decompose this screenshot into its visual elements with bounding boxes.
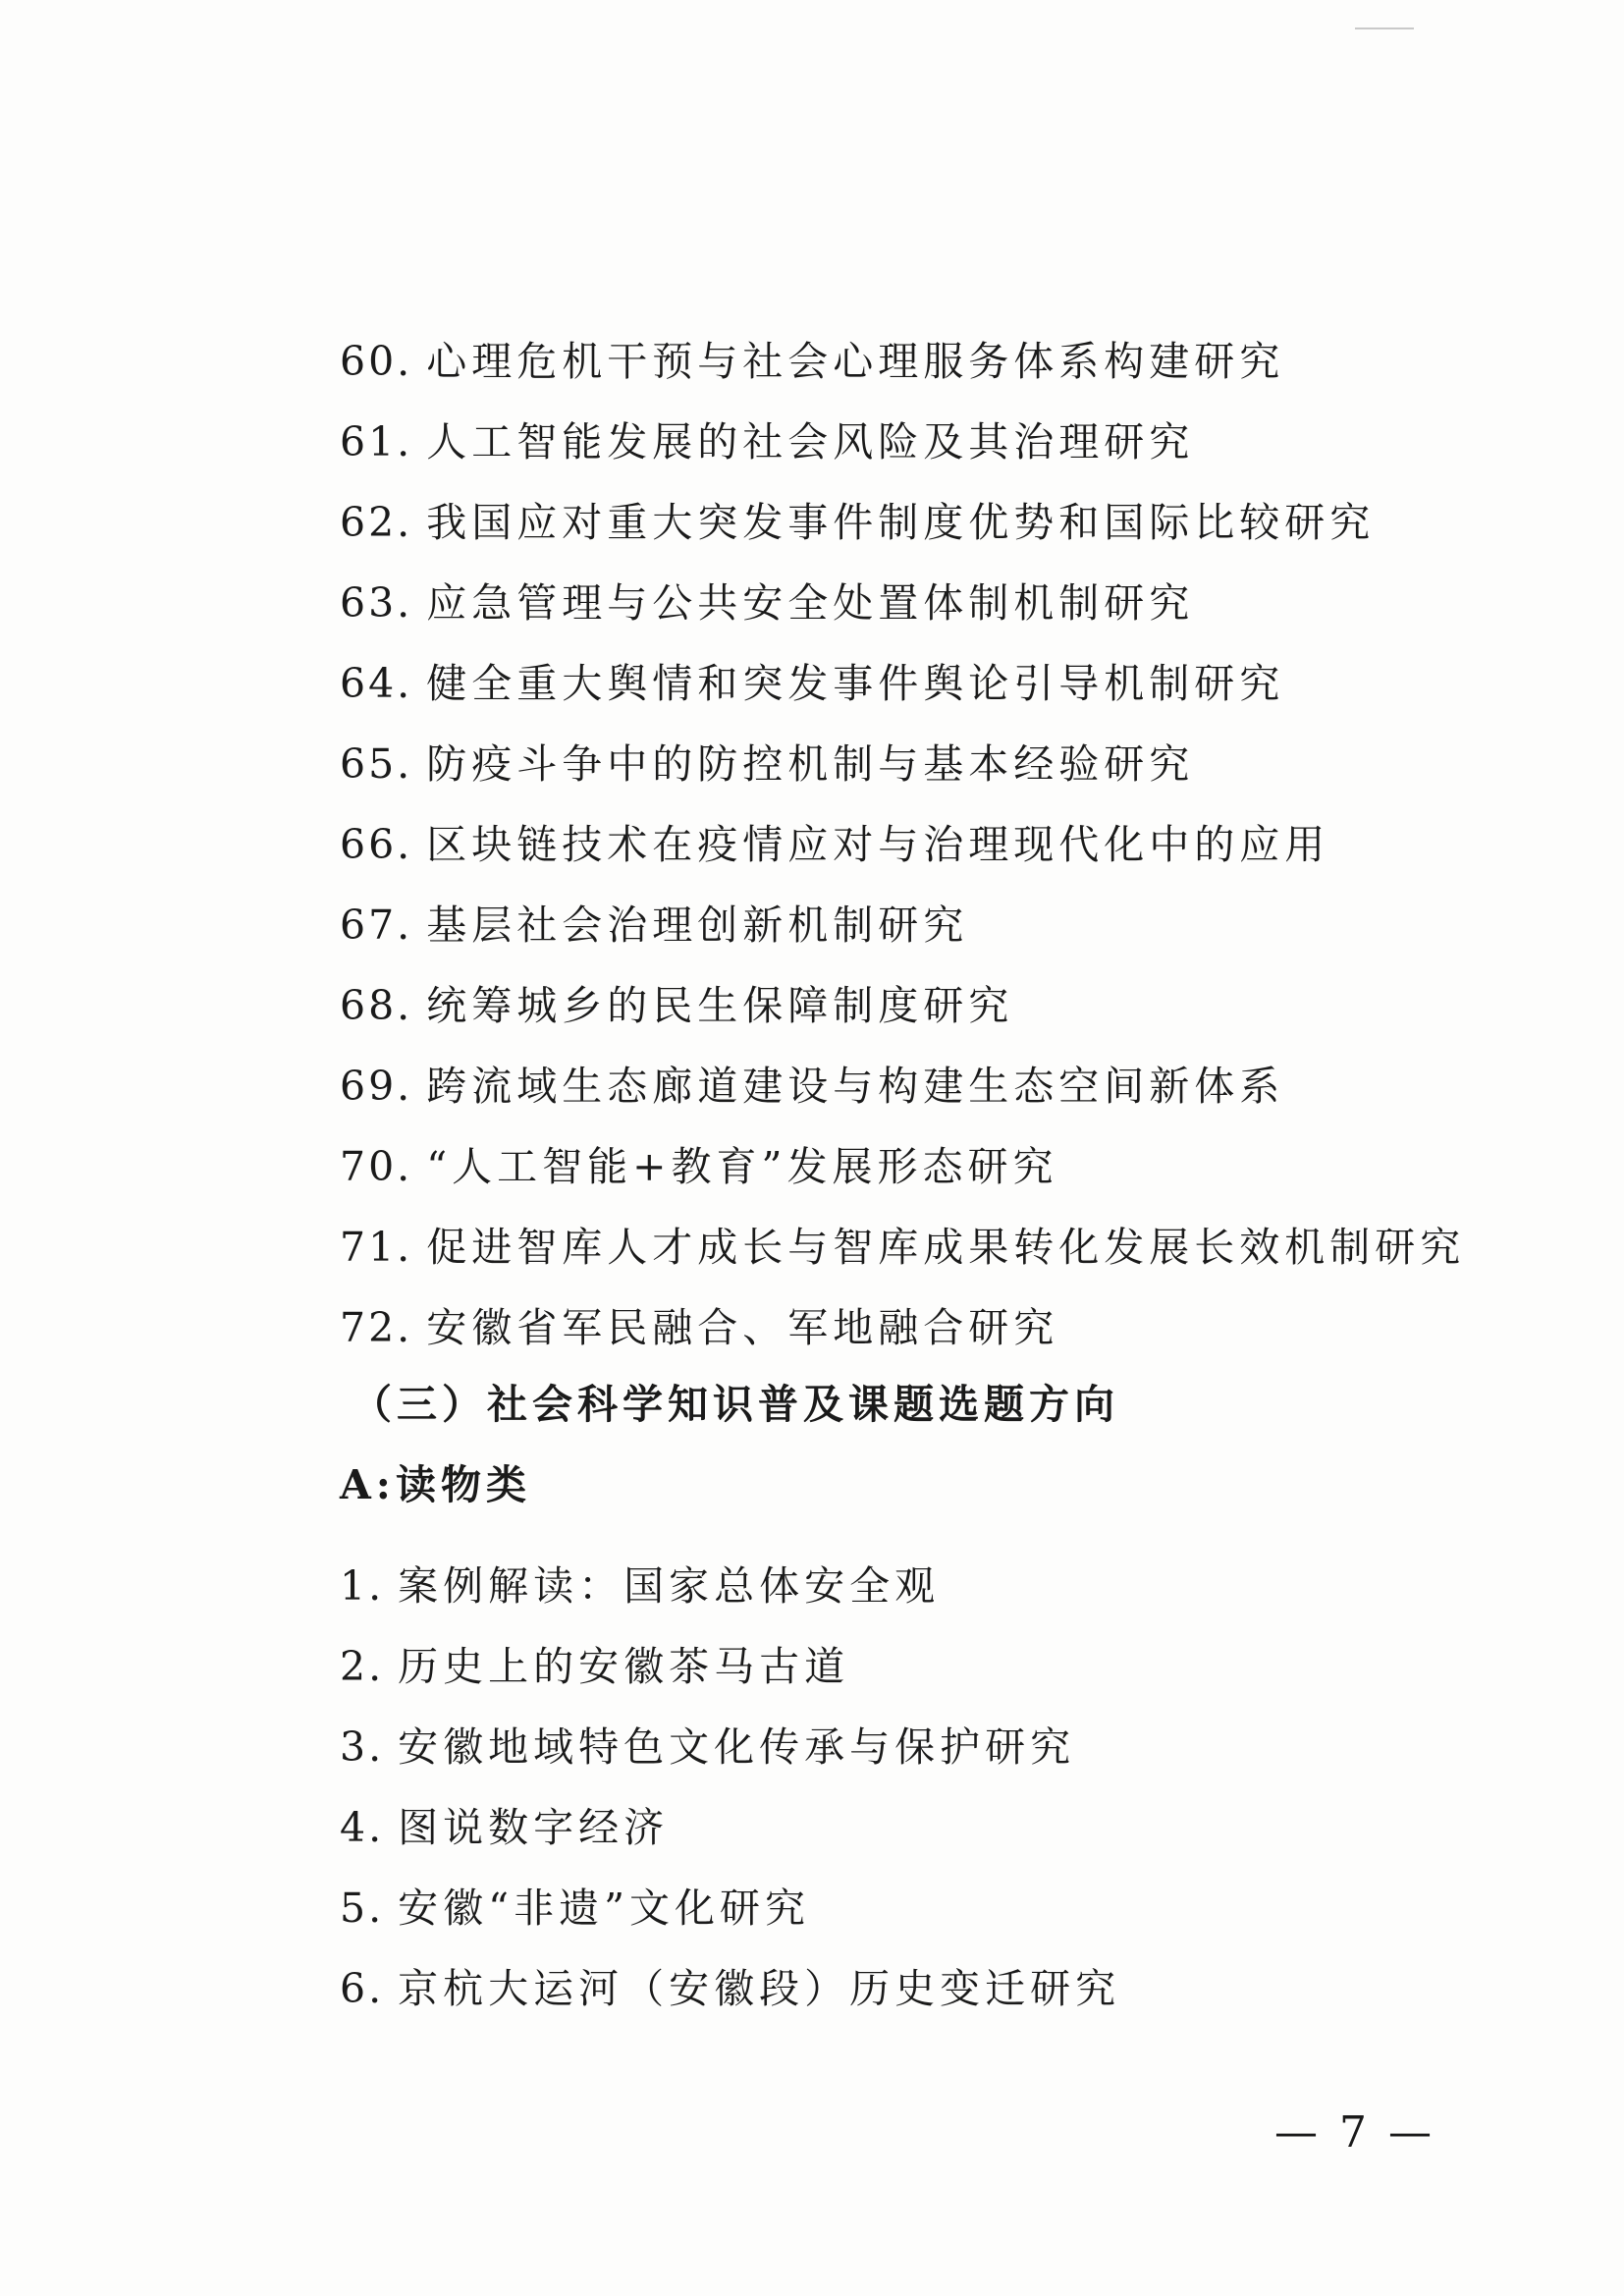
subsection-heading: A:读物类	[340, 1461, 531, 1508]
item-title: 跨流域生态廊道建设与构建生态空间新体系	[426, 1063, 1285, 1110]
item-number: 68.	[340, 982, 413, 1029]
list-item	[340, 1063, 1285, 1110]
item-title: 应急管理与公共安全处置体制机制研究	[426, 579, 1195, 627]
item-number: 70.	[340, 1143, 413, 1190]
list-item	[340, 821, 1330, 868]
item-number: 61.	[340, 418, 413, 465]
item-title: 区块链技术在疫情应对与治理现代化中的应用	[426, 821, 1330, 868]
list-item	[340, 1562, 941, 1610]
list-item	[340, 1304, 1059, 1351]
item-title: 图说数字经济	[398, 1804, 670, 1851]
item-number: 67.	[340, 902, 413, 949]
item-number: 62.	[340, 499, 413, 546]
list-item	[340, 418, 1195, 465]
list-item	[340, 1224, 1466, 1271]
list-item	[340, 499, 1376, 546]
item-title: “人工智能+教育”发展形态研究	[426, 1143, 1058, 1190]
item-title: 我国应对重大突发事件制度优势和国际比较研究	[426, 499, 1376, 546]
item-number: 6.	[340, 1965, 385, 2012]
item-title: 防疫斗争中的防控机制与基本经验研究	[426, 740, 1195, 788]
list-item	[340, 660, 1285, 707]
item-title: 案例解读：国家总体安全观	[398, 1562, 941, 1610]
item-number: 60.	[340, 338, 413, 385]
item-title: 基层社会治理创新机制研究	[426, 902, 969, 949]
item-number: 2.	[340, 1643, 385, 1690]
scan-artifact-top	[1355, 27, 1414, 29]
list-item	[340, 982, 1014, 1029]
section-heading: （三）社会科学知识普及课题选题方向	[352, 1381, 1119, 1428]
list-item	[340, 740, 1195, 788]
item-number: 4.	[340, 1804, 385, 1851]
item-number: 1.	[340, 1562, 385, 1610]
item-number: 5.	[340, 1885, 385, 1932]
item-number: 63.	[340, 579, 413, 627]
item-title: 安徽“非遗”文化研究	[398, 1885, 811, 1932]
list-item	[340, 1965, 1121, 2012]
page-number: — 7 —	[1274, 2107, 1435, 2158]
item-title: 京杭大运河（安徽段）历史变迁研究	[398, 1965, 1121, 2012]
item-number: 71.	[340, 1224, 413, 1271]
list-item	[340, 1643, 850, 1690]
item-number: 65.	[340, 740, 413, 788]
item-title: 统筹城乡的民生保障制度研究	[426, 982, 1014, 1029]
list-item	[340, 338, 1285, 385]
item-number: 66.	[340, 821, 413, 868]
item-title: 促进智库人才成长与智库成果转化发展长效机制研究	[426, 1224, 1466, 1271]
item-title: 安徽省军民融合、军地融合研究	[426, 1304, 1059, 1351]
item-title: 人工智能发展的社会风险及其治理研究	[426, 418, 1195, 465]
list-item	[340, 1804, 670, 1851]
item-title: 历史上的安徽茶马古道	[398, 1643, 850, 1690]
item-title: 安徽地域特色文化传承与保护研究	[398, 1723, 1076, 1771]
item-number: 69.	[340, 1063, 413, 1110]
list-item	[340, 1143, 1058, 1190]
item-number: 64.	[340, 660, 413, 707]
list-item	[340, 579, 1195, 627]
list-item	[340, 902, 969, 949]
item-title: 心理危机干预与社会心理服务体系构建研究	[426, 338, 1285, 385]
list-item	[340, 1885, 811, 1932]
list-item	[340, 1723, 1076, 1771]
item-number: 72.	[340, 1304, 413, 1351]
item-title: 健全重大舆情和突发事件舆论引导机制研究	[426, 660, 1285, 707]
item-number: 3.	[340, 1723, 385, 1771]
